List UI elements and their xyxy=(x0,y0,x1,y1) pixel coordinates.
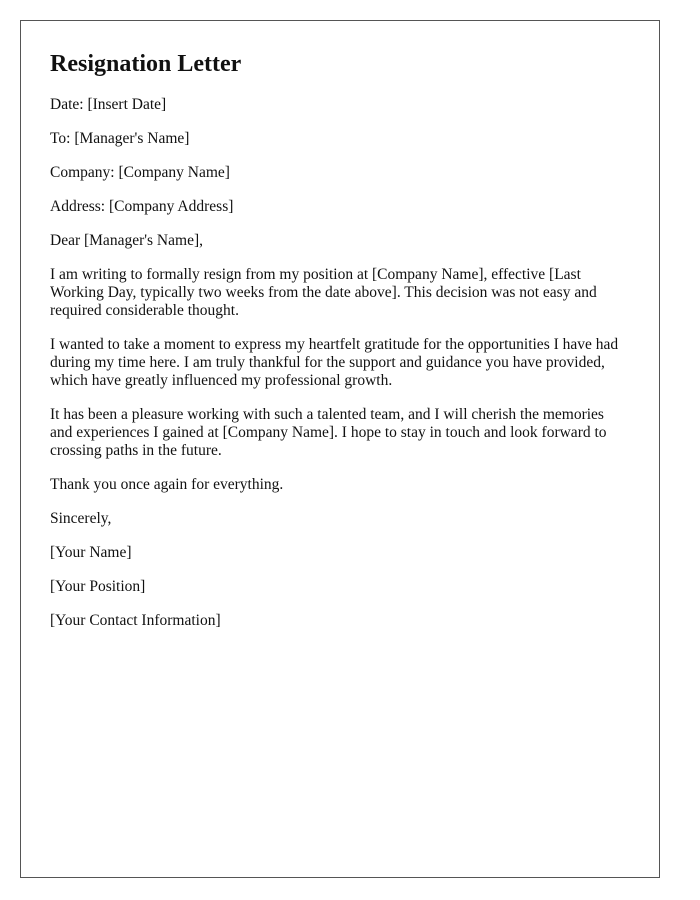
date-line: Date: [Insert Date] xyxy=(50,96,167,113)
address-line: Address: [Company Address] xyxy=(50,198,234,215)
letter-title: Resignation Letter xyxy=(50,51,242,77)
body-paragraph-1: I am writing to formally resign from my position at [Company Name], effective [Last Working Day, typically two weeks from the date above]. This decision was not easy and required considerable thought. xyxy=(50,266,597,319)
body-paragraph-4: Thank you once again for everything. xyxy=(50,476,284,493)
salutation: Dear [Manager's Name], xyxy=(50,232,203,249)
closing: Sincerely, xyxy=(50,510,112,527)
signature-name: [Your Name] xyxy=(50,544,132,561)
body-paragraph-2: I wanted to take a moment to express my heartfelt gratitude for the opportunities I have had during my time here. I am truly thankful for the support and guidance you have provided, which have greatly influenced my professional growth. xyxy=(50,336,619,389)
letter-content xyxy=(50,49,630,646)
signature-contact: [Your Contact Information] xyxy=(50,612,221,629)
body-paragraph-3: It has been a pleasure working with such a talented team, and I will cherish the memories and experiences I gained at [Company Name]. I hope to stay in touch and look forward to crossing paths in the future. xyxy=(50,406,607,459)
recipient-line: To: [Manager's Name] xyxy=(50,130,190,147)
signature-position: [Your Position] xyxy=(50,578,146,595)
letter-page xyxy=(20,20,660,878)
company-line: Company: [Company Name] xyxy=(50,164,230,181)
